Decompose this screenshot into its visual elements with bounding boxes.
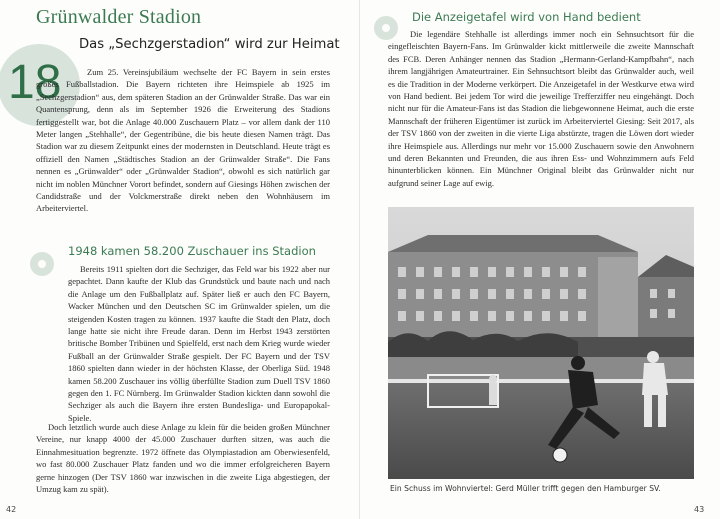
- page-subtitle: Das „Sechzgerstadion“ wird zur Heimat: [79, 37, 340, 52]
- photo-caption: Ein Schuss im Wohnviertel: Gerd Müller trifft gegen den Hamburger SV.: [390, 484, 661, 493]
- intro-paragraph: Zum 25. Vereinsjubiläum wechselte der FC Bayern in sein erstes großes Fußballstadion. Die Bayern richteten ihre Heimspiele ab 1925 im „Sechzgerstadion“ aus, dem späteren Stadion an der Grünwalder Straße. Das war ein Quantensprung, denn als im September 1926 die Erweiterung des Stadions fertiggestellt war, bot die Anlage 40.000 Zuschauern Platz – vor allem dank der 110 Meter langen „Stehhalle“, der Gegentribüne, die bis heute diesen Namen trägt. Das Stadion war zu diesem Zeitpunkt eines der modernsten in Deutschland. Heute trägt es offiziell den Namen „Städtisches Stadion an der Grünwalder Straße“. Die Fans nennen es „Grünwalder“ oder „Grünwalder Stadion“, obwohl es sich natürlich gar nicht im noblen Münchner Vorort befindet, sondern auf Giesings Höhen zwischen der Candidstraße und der Volckmerstraße direkt neben den Wohnhäusern im Arbeiterviertel.: [36, 67, 330, 214]
- section-heading: Die Anzeigetafel wird von Hand bedient: [412, 10, 641, 24]
- page-title: Grünwalder Stadion: [36, 6, 202, 28]
- page-number-right: 43: [694, 505, 705, 514]
- stadium-photo-image: [388, 207, 694, 479]
- section-bullet-icon: [30, 252, 54, 276]
- right-paragraph: Die legendäre Stehhalle ist allerdings immer noch ein Sehnsuchtsort für die eingefleischten Bayern-Fans. Im Grünwalder kickt mittlerweile die zweite Mannschaft des FCB. Deren Anhänger nennen das Stadion „Hermann-Gerland-Kampfbahn“, nach ihrem langjährigen Amateurtrainer. Ein Sehnsuchtsort bleibt das Grünwalder auch, weil es die Tradition in der Moderne verkörpert. Die Anzeigetafel in der Westkurve etwa wird von Hand bedient. Bei jedem Tor wird die jeweilige Trefferziffer neu eingehängt. Doch nicht nur für die Amateur-Fans ist das Stadion die liebgewonnene Heimat, auch die erste Mannschaft der früheren Eigentümer ist zurück im Arbeiterviertel Giesing: Seit 2017, als der TSV 1860 von der zweiten in die vierte Liga abstürzte, tragen die Löwen dort wieder ihre Heimspiele aus. Allerdings nur mehr vor 15.000 Zuschauern sowie den Anwohnern und deren Bekannten und Freunden, die aus ihren Ess- und Wohnzimmern aufs Feld hinunterblicken können. Ein Münchner Original bleibt das Grünwalder nicht nur aufgrund seiner Lage auf ewig.: [388, 29, 694, 188]
- stadium-photo: [388, 207, 694, 479]
- section-heading: 1948 kamen 58.200 Zuschauer ins Stadion: [68, 244, 316, 258]
- section-paragraph-1: Bereits 1911 spielten dort die Sechziger, das Feld war bis 1922 aber nur gepachtet. Dann kaufte der Klub das Grundstück und baute nach und nach die Anlage um den Fußballplatz auf. Später ließ er auch den FC Bayern, Wacker München und den Deutschen SC im Grünwalder spielen, um die steigenden Kosten tragen zu können. 1937 kaufte die Stadt den Platz, doch lange hatte sie nicht ihre Freude daran. Denn im Herbst 1943 zerstörten britische Bomber Tribünen und Spielfeld, erst nach dem Krieg wurde wieder Fußball an der Grünwalder Straße gespielt. Der FC Bayern und der TSV 1860 spielten dann wieder in der höchsten Klasse, der Oberliga Süd. 1948 kamen 58.200 Zuschauer ins völlig überfüllte Stadion zum Duell TSV 1860 gegen den 1. FC Nürnberg. Im Grünwalder Stadion kickten dann sowohl die Sechziger als auch die Bayern ihre ersten Bundesliga- und Europapokal-Spiele.: [68, 264, 330, 423]
- section-paragraph-2: Doch letztlich wurde auch diese Anlage zu klein für die beiden großen Münchner Vereine, nur knapp 4000 der 45.000 Zuschauer durften sitzen, was auch die Einnahmesituation begrenzte. 1972 öffnete das Olympiastadion am Oberwiesenfeld, wo fast 80.000 Zuschauer Platz fanden und wo die immer erfolgreicheren Bayern gerne hinzogen (Der TSV 1860 war inzwischen in die zweite Liga abgestiegen, der Umzug kam zu spät).: [36, 422, 330, 495]
- page-number-left: 42: [6, 505, 17, 514]
- chapter-number: 18: [8, 56, 62, 109]
- right-page: [360, 0, 720, 519]
